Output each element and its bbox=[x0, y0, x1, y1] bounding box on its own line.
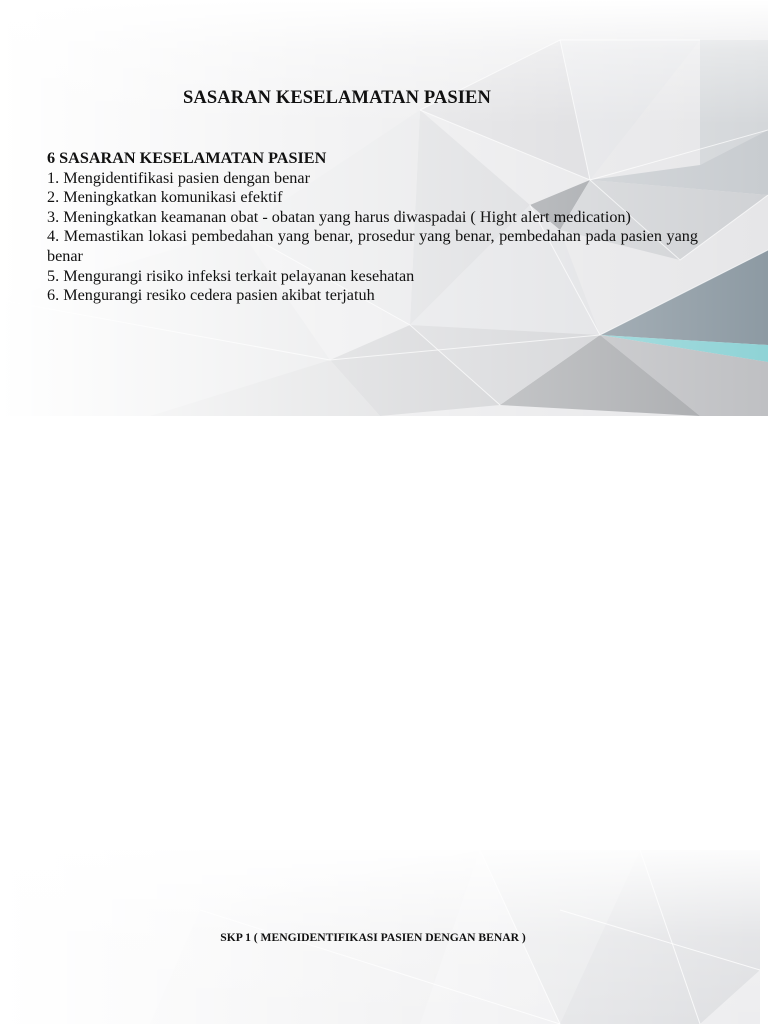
list-item: 5. Mengurangi risiko infeksi terkait pelayanan kesehatan bbox=[47, 266, 415, 285]
list-item: 4. Memastikan lokasi pembedahan yang benar, prosedur yang benar, pembedahan pada pasien yang benar bbox=[47, 227, 698, 265]
list-item: 3. Meningkatkan keamanan obat - obatan yang harus diwaspadai ( Hight alert medication) bbox=[47, 207, 631, 226]
next-page-title: SKP 1 ( MENGIDENTIFIKASI PASIEN DENGAN BENAR ) bbox=[220, 931, 526, 944]
section-heading: 6 SASARAN KESELAMATAN PASIEN bbox=[47, 149, 327, 167]
skp-list bbox=[47, 149, 698, 306]
list-item: 6. Mengurangi resiko cedera pasien akibat terjatuh bbox=[47, 286, 375, 305]
page-title: SASARAN KESELAMATAN PASIEN bbox=[183, 88, 491, 108]
list-item: 2. Meningkatkan komunikasi efektif bbox=[47, 188, 283, 207]
list-item: 1. Mengidentifikasi pasien dengan benar bbox=[47, 168, 310, 187]
